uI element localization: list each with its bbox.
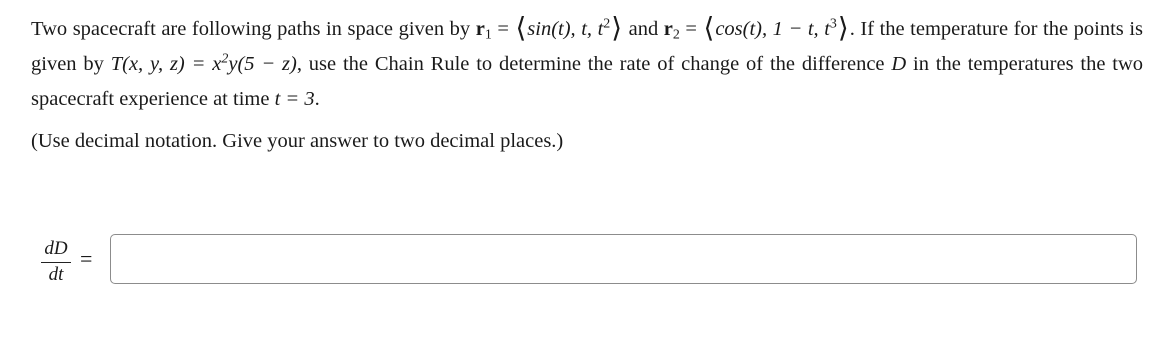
problem-text-time: in the temperatures the two spacecraft experience at time <box>31 53 1144 110</box>
problem-text-chain-rule: , use the Chain Rule to determine the rate of change of the difference <box>296 53 892 75</box>
answer-row <box>30 232 1142 288</box>
r1-expression: $r_1$ = ⟨sin(t), t, $t^2⟩$ <box>475 11 623 45</box>
temperature-exponent: 2 <box>221 51 229 67</box>
problem-statement <box>31 12 1143 117</box>
r2-components: cos(t), 1 − t, t <box>715 18 830 40</box>
temperature-function <box>111 53 297 75</box>
r1-components: sin(t), t, t <box>527 18 604 40</box>
difference-variable: D <box>891 53 907 75</box>
vector-r1: r <box>475 18 485 40</box>
r2-expression: $r_2$ = ⟨cos(t), 1 − t, $t^3⟩$ <box>663 11 849 45</box>
problem-text-period: . <box>314 88 320 110</box>
time-value: t = 3 <box>274 88 315 110</box>
r2-exponent: 3 <box>829 16 837 32</box>
problem-text-and: and <box>623 18 664 40</box>
fraction-numerator: dD <box>44 238 68 259</box>
r1-exponent: 2 <box>603 16 611 32</box>
derivative-fraction <box>40 238 72 286</box>
vector-r2: r <box>663 18 673 40</box>
answer-input[interactable] <box>110 234 1137 284</box>
fraction-denominator: dt <box>48 264 64 285</box>
answer-instructions: (Use decimal notation. Give your answer to two decimal places.) <box>31 130 564 152</box>
problem-text-intro: Two spacecraft are following paths in space given by <box>31 18 476 40</box>
answer-equals-sign: = <box>80 246 93 271</box>
problem-text-temperature: . If the temperature for the points is given by <box>31 18 1143 75</box>
equals-sign-r2: = <box>679 18 703 40</box>
equals-sign-r1: = <box>491 18 515 40</box>
temperature-function-lhs: T(x, y, z) = x <box>110 53 222 75</box>
subscript-2: 2 <box>672 27 680 43</box>
subscript-1: 1 <box>484 27 492 43</box>
temperature-function-rest: y(5 − z) <box>228 53 297 75</box>
